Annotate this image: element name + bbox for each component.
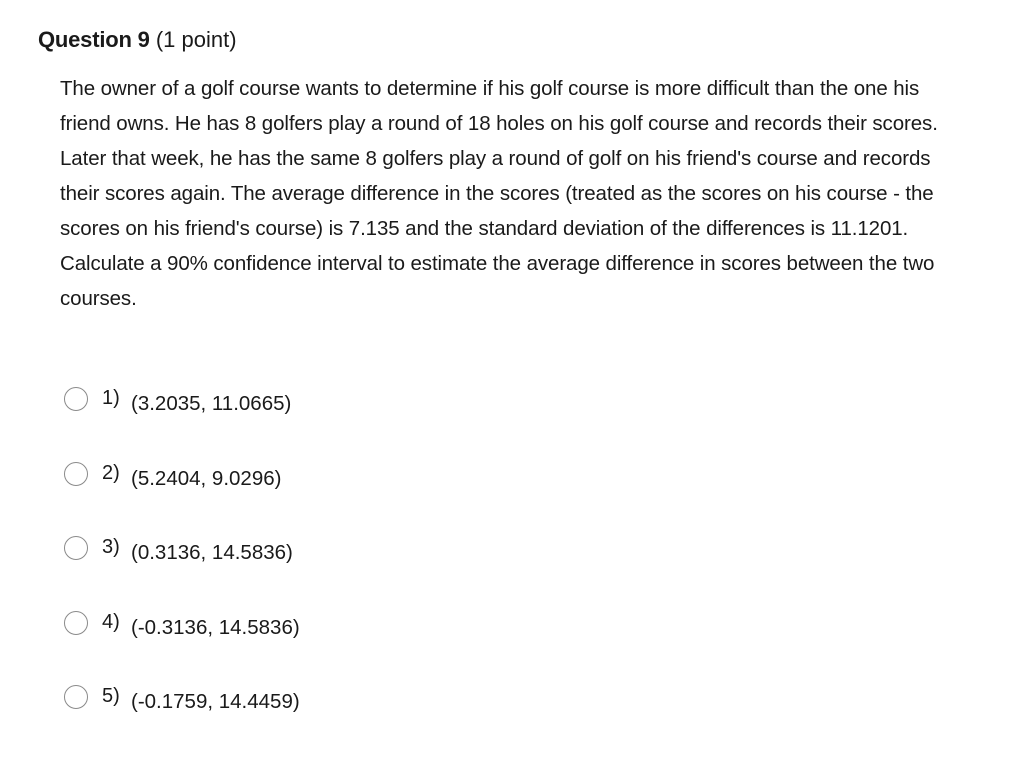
answer-option-3[interactable] <box>64 534 664 609</box>
radio-button-3[interactable] <box>64 536 88 560</box>
question-title: Question 9 <box>38 27 150 52</box>
answer-option-2[interactable] <box>64 460 664 535</box>
option-number: 2) <box>102 461 120 484</box>
answer-options <box>64 385 664 758</box>
answer-option-1[interactable] <box>64 385 664 460</box>
option-number: 4) <box>102 610 120 633</box>
radio-button-5[interactable] <box>64 685 88 709</box>
answer-option-5[interactable] <box>64 683 664 758</box>
answer-option-4[interactable] <box>64 609 664 684</box>
radio-button-2[interactable] <box>64 462 88 486</box>
option-label[interactable]: (3.2035, 11.0665) <box>131 392 292 415</box>
radio-button-4[interactable] <box>64 611 88 635</box>
option-number: 5) <box>102 685 120 707</box>
question-text: The owner of a golf course wants to determine if his golf course is more difficult than the one his friend owns. He has 8 golfers play a round of 18 holes on his golf course and records their scores. Later that week, he has the same 8 golfers play a round of golf on his friend's course and records their scores again. The average difference in the scores (treated as the scores on his course - the scores on his friend's course) is 7.135 and the standard deviation of the differences is 11.1201. Calculate a 90% confidence interval to estimate the average difference in scores between the two courses. <box>60 77 938 310</box>
option-label[interactable]: (-0.1759, 14.4459) <box>131 690 300 713</box>
option-label[interactable]: (5.2404, 9.0296) <box>131 466 282 490</box>
option-number: 1) <box>102 387 120 409</box>
option-label[interactable]: (0.3136, 14.5836) <box>131 541 293 564</box>
option-label[interactable]: (-0.3136, 14.5836) <box>131 615 300 639</box>
question-header <box>38 26 237 54</box>
option-number: 3) <box>102 536 120 558</box>
radio-button-1[interactable] <box>64 387 88 411</box>
question-points: (1 point) <box>155 27 237 52</box>
